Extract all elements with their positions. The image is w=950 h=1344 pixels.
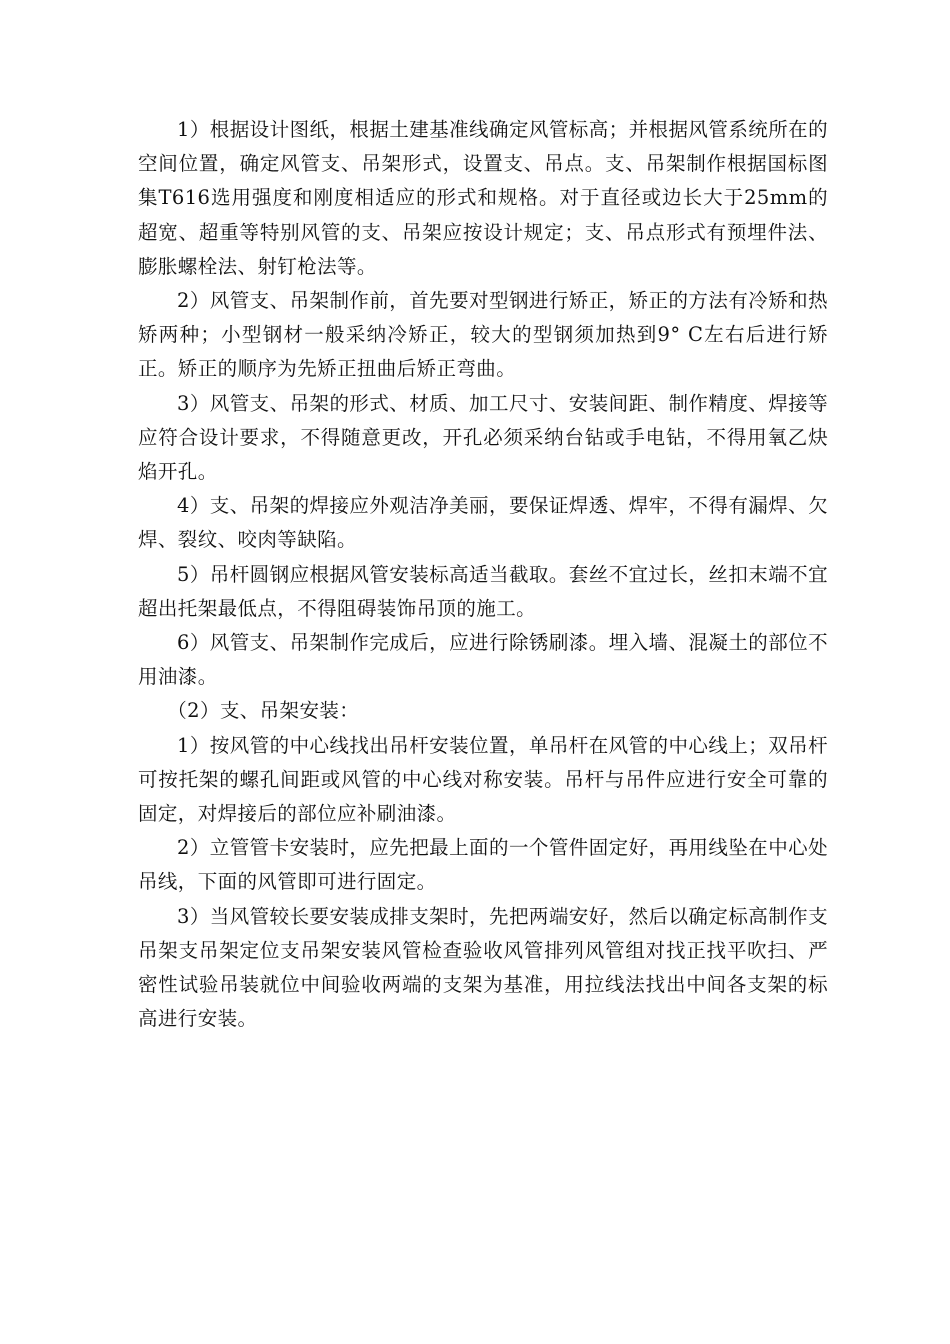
paragraph-3: 3）风管支、吊架的形式、材质、加工尺寸、安装间距、制作精度、焊接等应符合设计要求，不得随意更改，开孔必须采纳台钻或手电钻，不得用氧乙炔焰开孔。 [138,391,828,484]
paragraph-8: 2）立管管卡安装时，应先把最上面的一个管件固定好，再用线坠在中心处吊线，下面的风管即可进行固定。 [138,836,828,894]
paragraph-9: 3）当风管较长要安装成排支架时，先把两端安好，然后以确定标高制作支吊架支吊架定位支吊架安装风管检查验收风管排列风管组对找正找平吹扫、严密性试验吊装就位中间验收两端的支架为基准，用拉线法找出中间各支架的标高进行安装。 [138,904,828,1031]
section-heading: （2）支、吊架安装： [167,699,360,723]
paragraph-6: 6）风管支、吊架制作完成后，应进行除锈刷漆。埋入墙、混凝土的部位不用油漆。 [138,631,828,689]
paragraph-7: 1）按风管的中心线找出吊杆安装位置，单吊杆在风管的中心线上；双吊杆可按托架的螺孔间距或风管的中心线对称安装。吊杆与吊件应进行安全可靠的固定，对焊接后的部位应补刷油漆。 [138,733,828,826]
paragraph-4: 4）支、吊架的焊接应外观洁净美丽，要保证焊透、焊牢，不得有漏焊、欠焊、裂纹、咬肉等缺陷。 [138,494,828,552]
paragraph-2: 2）风管支、吊架制作前，首先要对型钢进行矫正，矫正的方法有冷矫和热矫两种；小型钢材一般采纳冷矫正，较大的型钢须加热到9° C左右后进行矫正。矫正的顺序为先矫正扭曲后矫正弯曲。 [138,289,828,381]
paragraph-1: 1）根据设计图纸，根据土建基准线确定风管标高；并根据风管系统所在的空间位置，确定风管支、吊架形式，设置支、吊点。支、吊架制作根据国标图集T616选用强度和刚度相适应的形式和规格。对于直径或边长大于25mm的超宽、超重等特别风管的支、吊架应按设计规定；支、吊点形式有预埋件法、膨胀螺栓法、射钉枪法等。 [138,118,828,278]
document-page [138,113,828,1036]
paragraph-5: 5）吊杆圆钢应根据风管安装标高适当截取。套丝不宜过长，丝扣末端不宜超出托架最低点，不得阻碍装饰吊顶的施工。 [138,562,828,620]
